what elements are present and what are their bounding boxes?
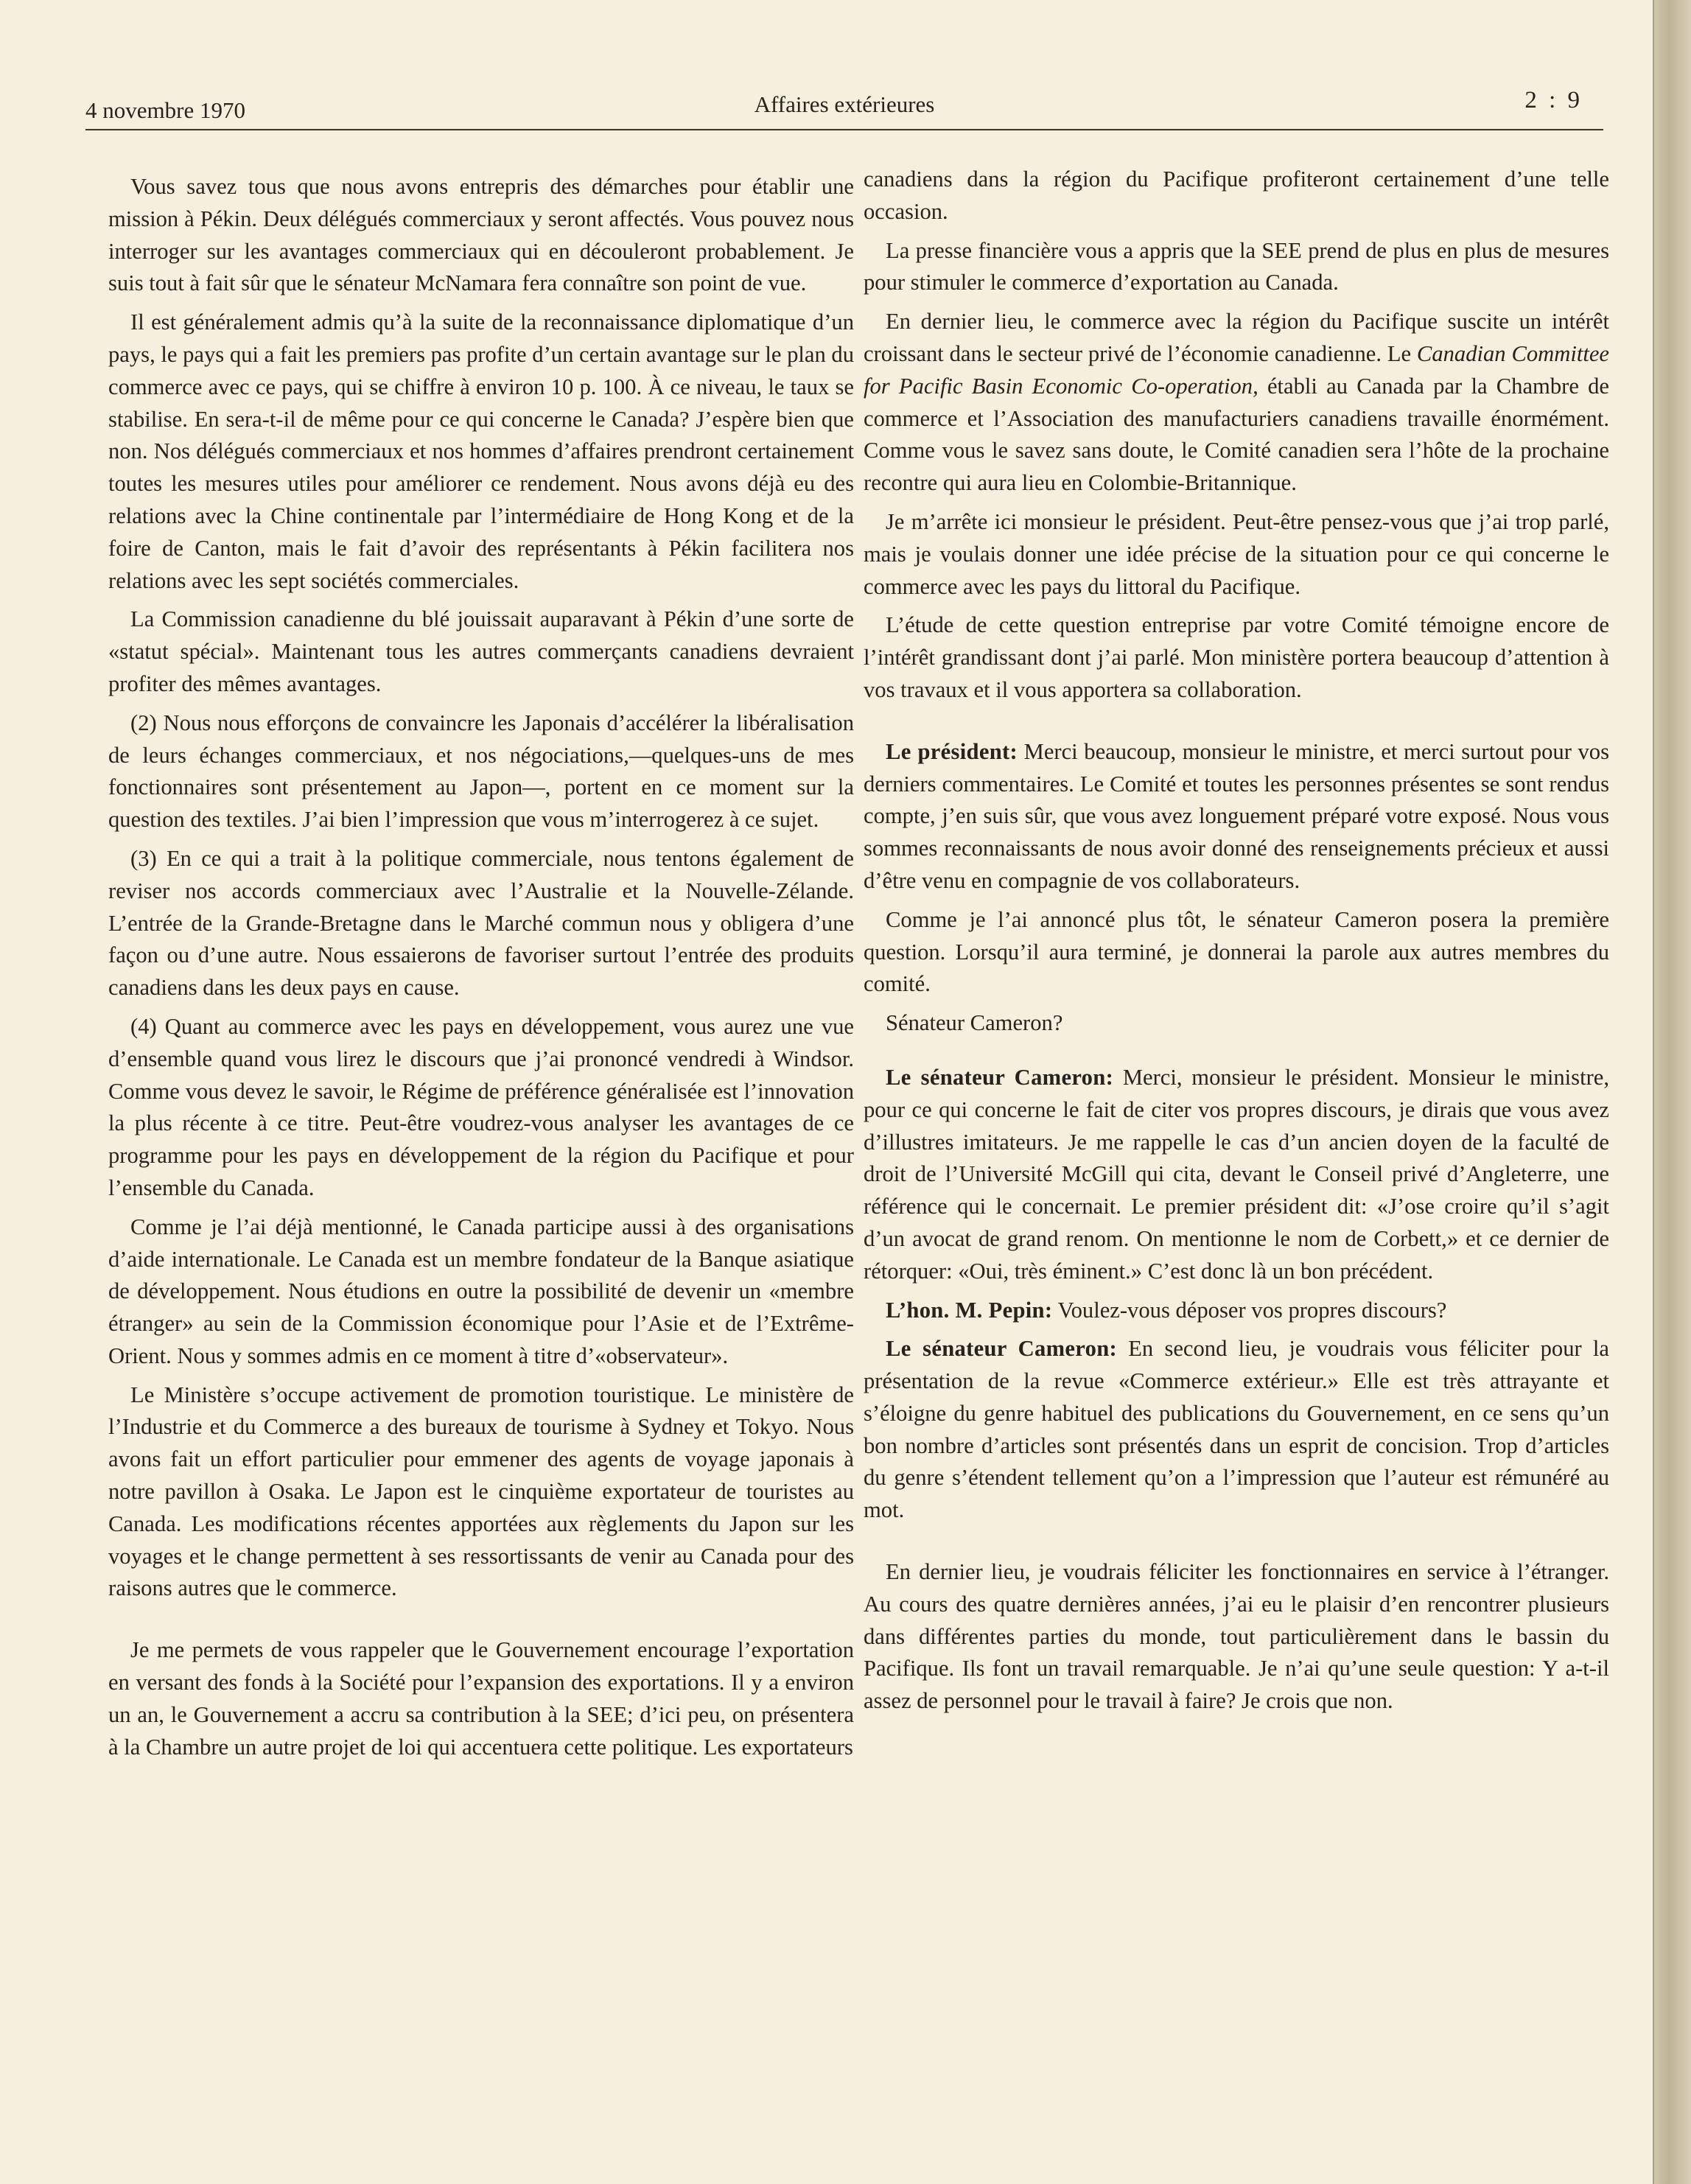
paragraph: Je m’arrête ici monsieur le président. Peut-être pensez-vous que j’ai trop parlé, mais je voulais donner une idée précise de la situation pour ce qui concerne le commerce avec les pays du littoral du Pacifique. (864, 508, 1609, 599)
left-column (108, 171, 854, 1770)
page-header (85, 83, 1603, 134)
paragraph (864, 1295, 1609, 1327)
right-column (864, 164, 1609, 1724)
paragraph-text: Voulez-vous déposer vos propres discours? (1052, 1297, 1447, 1323)
page-edge (1653, 0, 1691, 2184)
header-date: 4 novembre 1970 (85, 97, 245, 123)
paragraph (864, 1333, 1609, 1527)
paragraph: (2) Nous nous efforçons de convaincre les Japonais d’accélérer la libéralisation de leurs échanges commerciaux, et nos négociations,—quelques-uns de mes fonctionnaires sont présentement au Japon—, portent en ce moment sur la question des textiles. J’ai bien l’impression que vous m’interrogerez à ce sujet. (108, 710, 854, 833)
header-title: Affaires extérieures (754, 91, 935, 117)
speaker-label: Le président: (886, 738, 1018, 764)
header-rule (85, 129, 1603, 130)
paragraph: La presse financière vous a appris que la SEE prend de plus en plus de mesures pour stimuler le commerce d’exportation au Canada. (864, 237, 1609, 295)
paragraph: La Commission canadienne du blé jouissait auparavant à Pékin d’une sorte de «statut spécial». Maintenant tous les autres commerçants canadiens devraient profiter des mêmes avantages. (108, 606, 854, 696)
speaker-label: L’hon. M. Pepin: (886, 1297, 1053, 1323)
paragraph: Vous savez tous que nous avons entrepris des démarches pour établir une mission à Pékin. Deux délégués commerciaux y seront affectés. Vous pouvez nous interroger sur les avantages commerciaux qui en découleront probablement. Je suis tout à fait sûr que le sénateur McNamara fera connaître son point de vue. (108, 174, 854, 296)
paragraph-text: En second lieu, je voudrais vous féliciter pour la présentation de la revue «Commerce extérieur.» Elle est très attrayante et s’éloigne du genre habituel des publications du Gouvernement, en ce sens qu’un bon nombre d’articles sont présentés dans un esprit de concision. Trop d’articles du genre s’étendent tellement qu’on a l’impression que l’auteur est rémunéré au mot. (864, 1336, 1609, 1523)
paragraph-text: établi au Canada par la Chambre de commerce et l’Association des manufacturiers canadiens travaille énormément. Comme vous le savez sans doute, le Comité canadien sera l’hôte de la prochaine recontre qui aura lieu en Colombie-Britannique. (864, 373, 1609, 496)
committee-name: Canadian Committee for Pacific Basin Economic Co-operation, (864, 340, 1609, 399)
paragraph-text: Merci beaucoup, monsieur le ministre, et merci surtout pour vos derniers commentaires. Le Comité et toutes les personnes présentes se sont rendus compte, j’en suis sûr, que vous avez longuement préparé votre exposé. Nous vous sommes reconnaissants de nous avoir donné des renseignements précieux et aussi d’être venu en compagnie de vos collaborateurs. (864, 738, 1609, 893)
paragraph: Sénateur Cameron? (886, 1010, 1063, 1036)
paragraph: (4) Quant au commerce avec les pays en développement, vous aurez une vue d’ensemble quand vous lirez le discours que j’ai prononcé vendredi à Windsor. Comme vous devez le savoir, le Régime de préférence généralisée est l’innovation la plus récente à ce titre. Peut-être voudrez-vous analyser les avantages de ce programme pour les pays en développement de la région du Pacifique et pour l’ensemble du Canada. (108, 1013, 854, 1200)
paragraph: Comme je l’ai déjà mentionné, le Canada participe aussi à des organisations d’aide internationale. Le Canada est un membre fondateur de la Banque asiatique de développement. Nous étudions en outre la possibilité de devenir un «membre étranger» au sein de la Commission économique pour l’Asie et de l’Extrême-Orient. Nous y sommes admis en ce moment à titre d’«observateur». (108, 1214, 854, 1368)
paragraph: Je me permets de vous rappeler que le Gouvernement encourage l’exportation en versant des fonds à la Société pour l’expansion des exportations. Il y a environ un an, le Gouvernement a accru sa contribution à la SEE; d’ici peu, on présentera à la Chambre un autre projet de loi qui accentuera cette politique. Les exportateurs (108, 1637, 854, 1760)
paragraph-text: En dernier lieu, le commerce avec la région du Pacifique suscite un intérêt croissant dans le secteur privé de l’économie canadienne. Le (864, 309, 1609, 366)
page-number: 2 : 9 (1524, 87, 1583, 113)
paragraph-text: Merci, monsieur le président. Monsieur le ministre, pour ce qui concerne le fait de citer vos propres discours, je dirais que vous avez d’illustres imitateurs. Je me rappelle le cas d’un ancien doyen de la faculté de droit de l’Université McGill qui cita, devant le Conseil privé d’Angleterre, une référence qui le concernait. Le premier président dit: «J’ose croire qu’il s’agit d’un avocat de grand renom. On mentionne le nom de Corbett,» et ce dernier de rétorquer: «Oui, très éminent.» C’est donc là un bon précédent. (864, 1064, 1609, 1284)
paragraph (864, 306, 1609, 500)
paragraph: Comme je l’ai annoncé plus tôt, le sénateur Cameron posera la première question. Lorsqu’il aura terminé, je donnerai la parole aux autres membres du comité. (864, 906, 1609, 997)
paragraph (864, 1062, 1609, 1288)
paragraph: Le Ministère s’occupe activement de promotion touristique. Le ministère de l’Industrie et du Commerce a des bureaux de tourisme à Sydney et Tokyo. Nous avons fait un effort particulier pour emmener des agents de voyage japonais à notre pavillon à Osaka. Le Japon est le cinquième exportateur de touristes au Canada. Les modifications récentes apportées aux règlements du Japon sur les voyages et le change permettent à ses ressortissants de venir au Canada pour des raisons autres que le commerce. (108, 1382, 854, 1601)
speaker-label: Le sénateur Cameron: (886, 1336, 1118, 1362)
speaker-label: Le sénateur Cameron: (886, 1064, 1114, 1090)
paragraph: (3) En ce qui a trait à la politique commerciale, nous tentons également de reviser nos accords commerciaux avec l’Australie et la Nouvelle-Zélande. L’entrée de la Grande-Bretagne dans le Marché commun nous y obligera d’une façon ou d’une autre. Nous essaierons de favoriser surtout l’entrée des produits canadiens dans les deux pays en cause. (108, 845, 854, 1001)
paragraph (864, 736, 1609, 897)
paragraph: L’étude de cette question entreprise par votre Comité témoigne encore de l’intérêt grandissant dont j’ai parlé. Mon ministère portera beaucoup d’attention à vos travaux et il vous apportera sa collaboration. (864, 612, 1609, 702)
paragraph: En dernier lieu, je voudrais féliciter les fonctionnaires en service à l’étranger. Au cours des quatre dernières années, j’ai eu le plaisir d’en rencontrer plusieurs dans différentes parties du monde, tout particulièrement dans le bassin du Pacifique. Ils font un travail remarquable. Je n’ai qu’une seule question: Y a-t-il assez de personnel pour le travail à faire? Je crois que non. (864, 1559, 1609, 1714)
paragraph: Il est généralement admis qu’à la suite de la reconnaissance diplomatique d’un pays, le pays qui a fait les premiers pas profite d’un certain avantage sur le plan du commerce avec ce pays, qui se chiffre à environ 10 p. 100. À ce niveau, le taux se stabilise. En sera-t-il de même pour ce qui concerne le Canada? J’espère bien que non. Nos délégués commerciaux et nos hommes d’affaires prendront certainement toutes les mesures utiles pour améliorer ce rendement. Nous avons déjà eu des relations avec la Chine continentale par l’intermédiaire de Hong Kong et de la foire de Canton, mais le fait d’avoir des représentants à Pékin facilitera nos relations avec les sept sociétés commerciales. (108, 309, 854, 593)
paragraph: canadiens dans la région du Pacifique profiteront certainement d’une telle occasion. (864, 167, 1609, 224)
